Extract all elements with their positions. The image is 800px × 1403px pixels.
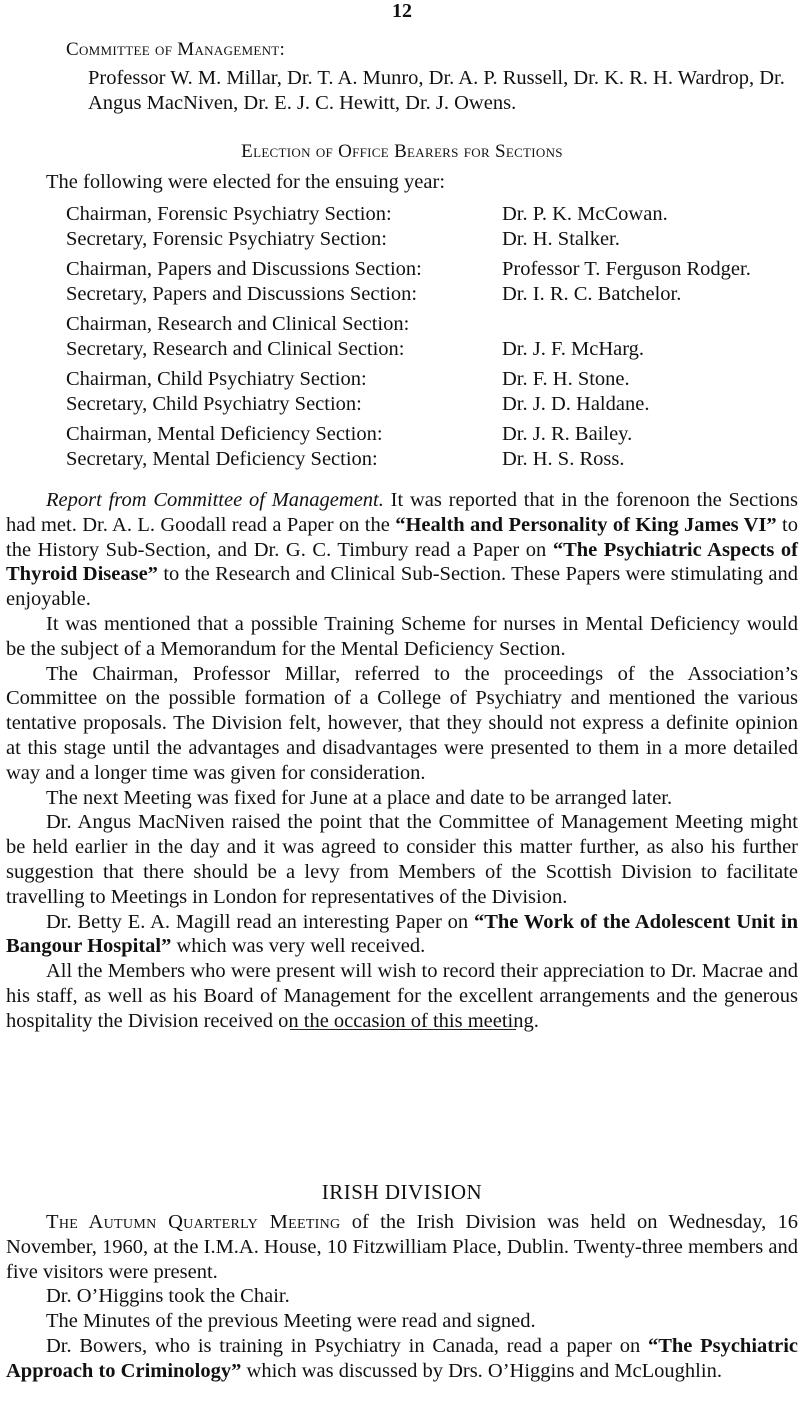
office-role: Secretary, Child Psychiatry Section: — [66, 392, 362, 415]
office-holder: Dr. J. D. Haldane. — [502, 392, 650, 415]
office-role: Chairman, Research and Clinical Section: — [66, 313, 410, 335]
election-heading: Election of Office Bearers for Sections — [241, 141, 563, 162]
paper-title: “The Psychiatric Aspects of Thyroid Disease” — [6, 538, 798, 586]
election-intro: The following were elected for the ensuing year: — [46, 171, 446, 193]
office-holder: Dr. H. Stalker. — [502, 227, 620, 250]
report-paragraph-3: The Chairman, Professor Millar, referred to the proceedings of the Association’s Committee on the possible formation of a College of Psychiatry and mentioned the various tentative proposals. The Division felt, however, that they should not express a definite opinion at this stage until the advantages and disadvantages were presented to them in a more detailed way and a longer time was given for consideration. — [6, 662, 798, 784]
office-group — [66, 367, 800, 416]
committee-members: Professor W. M. Millar, Dr. T. A. Munro, Dr. A. P. Russell, Dr. K. R. H. Wardrop, Dr. Angus MacNiven, Dr. E. J. C. Hewitt, Dr. J. Owens. — [88, 67, 785, 114]
meeting-lead: The Autumn Quarterly Meeting — [46, 1211, 341, 1233]
office-role: Secretary, Forensic Psychiatry Section: — [66, 227, 387, 250]
office-row — [66, 447, 800, 472]
office-holder: Dr. F. H. Stone. — [502, 368, 630, 390]
irish-division-section — [6, 1210, 798, 1384]
office-row — [66, 227, 800, 252]
office-role: Chairman, Papers and Discussions Section: — [66, 258, 422, 280]
office-row — [66, 422, 800, 447]
office-group — [66, 202, 800, 251]
office-group — [66, 422, 800, 471]
irish-paragraph-2: Dr. O’Higgins took the Chair. — [46, 1285, 290, 1308]
office-holder: Dr. P. K. McCowan. — [502, 203, 668, 225]
page-number: 12 — [392, 0, 412, 22]
report-section — [6, 488, 798, 1034]
paper-title: “The Psychiatric Approach to Criminology” — [6, 1334, 798, 1382]
office-row — [66, 367, 800, 392]
section-divider — [290, 1029, 516, 1030]
irish-paragraph-1: The Autumn Quarterly Meeting of the Irish Division was held on Wednesday, 16 November, 1960, at the I.M.A. House, 10 Fitzwilliam Place, Dublin. Twenty-three members and five visitors were present. — [6, 1211, 798, 1283]
office-holder: Dr. J. R. Bailey. — [502, 423, 633, 445]
office-row — [66, 392, 800, 417]
report-paragraph-4: The next Meeting was fixed for June at a place and date to be arranged later. — [46, 786, 673, 809]
office-group — [66, 312, 800, 361]
office-row — [66, 312, 800, 337]
office-holder: Dr. J. F. McHarg. — [502, 337, 645, 360]
office-row — [66, 337, 800, 362]
irish-division-heading: IRISH DIVISION — [321, 1180, 483, 1204]
office-role: Secretary, Research and Clinical Section: — [66, 337, 405, 360]
paper-title: “The Work of the Adolescent Unit in Bangour Hospital” — [6, 910, 799, 958]
office-row — [66, 282, 800, 307]
office-role: Secretary, Papers and Discussions Section: — [66, 282, 418, 305]
committee-heading: Committee of Management: — [66, 39, 286, 60]
office-holder: Dr. H. S. Ross. — [502, 447, 625, 470]
report-heading: Report from Committee of Management. — [46, 489, 384, 511]
report-paragraph-1: Report from Committee of Management. It was reported that in the forenoon the Sections had met. Dr. A. L. Goodall read a Paper on the “Health and Personality of King James VI” to the History Sub-Section, and Dr. G. C. Timbury read a Paper on “The Psychiatric Aspects of Thyroid Disease” to the Research and Clinical Sub-Section. These Papers were stimulating and enjoyable. — [6, 489, 798, 611]
office-role: Secretary, Mental Deficiency Section: — [66, 447, 378, 470]
office-row — [66, 257, 800, 282]
office-group — [66, 257, 800, 306]
office-row — [66, 202, 800, 227]
paper-title: “Health and Personality of King James VI” — [395, 513, 777, 536]
office-bearers-list — [66, 202, 800, 477]
office-holder: Dr. I. R. C. Batchelor. — [502, 282, 682, 305]
office-role: Chairman, Child Psychiatry Section: — [66, 368, 367, 390]
report-paragraph-6: Dr. Betty E. A. Magill read an interesting Paper on “The Work of the Adolescent Unit in Bangour Hospital” which was very well received. — [6, 910, 799, 958]
office-holder: Professor T. Ferguson Rodger. — [502, 258, 751, 280]
report-paragraph-2: It was mentioned that a possible Training Scheme for nurses in Mental Deficiency would be the subject of a Memorandum for the Mental Deficiency Section. — [6, 612, 798, 660]
office-role: Chairman, Forensic Psychiatry Section: — [66, 203, 392, 225]
irish-paragraph-3: The Minutes of the previous Meeting were read and signed. — [46, 1310, 536, 1333]
report-paragraph-5: Dr. Angus MacNiven raised the point that the Committee of Management Meeting might be held earlier in the day and it was agreed to consider this matter further, as also his further suggestion that there should be a levy from Members of the Scottish Division to facilitate travelling to Meetings in London for representatives of the Division. — [6, 811, 798, 908]
office-role: Chairman, Mental Deficiency Section: — [66, 423, 383, 445]
irish-paragraph-4: Dr. Bowers, who is training in Psychiatry in Canada, read a paper on “The Psychiatric Approach to Criminology” which was discussed by Drs. O’Higgins and McLoughlin. — [6, 1334, 798, 1382]
report-paragraph-7: All the Members who were present will wish to record their appreciation to Dr. Macrae and his staff, as well as his Board of Management for the excellent arrangements and the generous hospitality the Division received on the occasion of this meeting. — [6, 960, 798, 1032]
